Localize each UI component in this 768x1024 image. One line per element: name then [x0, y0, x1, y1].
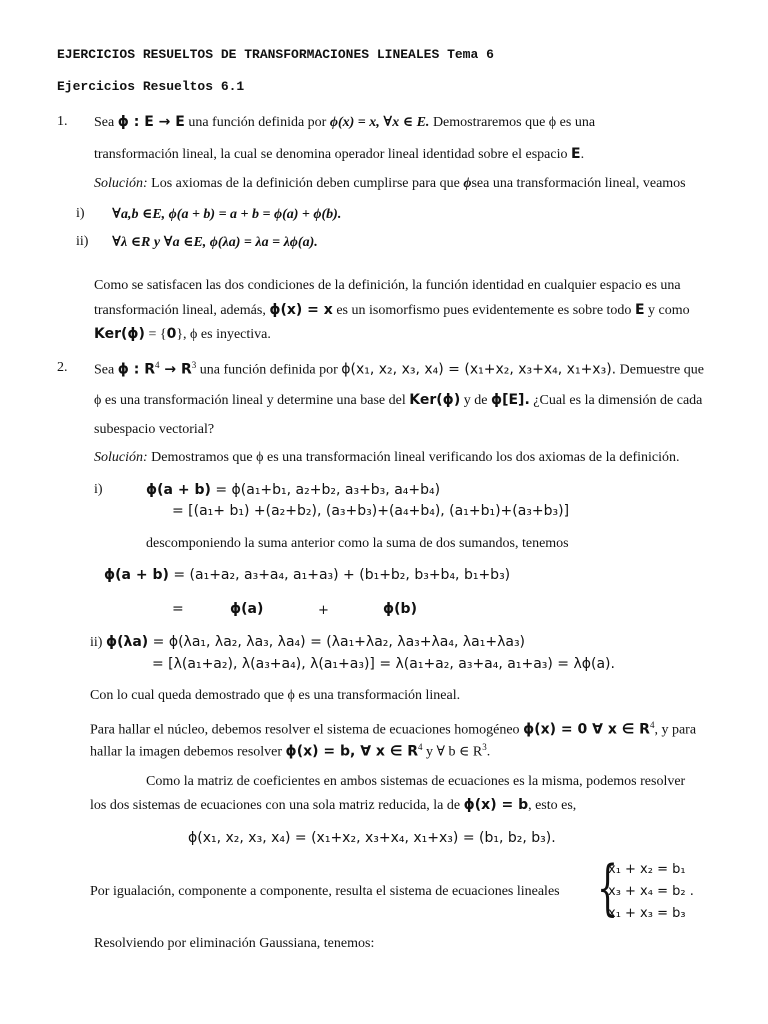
exercise-1-conclusion-line-1: Como se satisfacen las dos condiciones de la definición, la función identidad en cualquier espacio es una [94, 278, 681, 293]
exercise-1-line-2: transformación lineal, la cual se denomina operador lineal identidad sobre el espacio E. [94, 146, 585, 162]
exercise-2-conclusion: Con lo cual queda demostrado que ϕ es una transformación lineal. [90, 688, 461, 703]
exercise-1-conclusion-line-2: transformación lineal, además, ϕ(x) = x es un isomorfismo pues evidentemente es sobre todo E y como [94, 302, 690, 318]
system-intro-text: Por igualación, componente a componente, resulta el sistema de ecuaciones lineales [90, 884, 560, 899]
system-equation-3: x₁ + x₃ = b₃ [608, 906, 686, 921]
exercise-2-item-i-line-2: = [(a₁+ b₁) +(a₂+b₂), (a₃+b₃)+(a₄+b₄), (a₁+b₁)+(a₃+b₃)] [172, 503, 570, 519]
exercise-2-sum-equation: ϕ(a + b) = (a₁+a₂, a₃+a₄, a₁+a₃) + (b₁+b₂, b₃+b₄, b₁+b₃) [104, 567, 511, 583]
exercise-1-item-ii: ∀λ ∈R y ∀a ∈E, ϕ(λa) = λa = λϕ(a). [112, 235, 318, 250]
matrix-line-1: Como la matriz de coeficientes en ambos sistemas de ecuaciones es la misma, podemos resolver [146, 774, 686, 789]
exercise-2-decompose-text: descomponiendo la suma anterior como la suma de dos sumandos, tenemos [146, 536, 569, 551]
matrix-line-2: los dos sistemas de ecuaciones con una sola matriz reducida, la de ϕ(x) = b, esto es, [90, 797, 577, 813]
exercise-2-line-1: Sea ϕ : $R^4 \to R^3$ una función definida por ϕ(x₁, x₂, x₃, x₄) = (x₁+x₂, x₃+x₄, x₁+x₃). Demuestre que [94, 360, 704, 378]
exercise-2-line-2: ϕ es una transformación lineal y determine una base del Ker(ϕ) y de ϕ[E]. ¿Cual es la dimensión de cada [94, 392, 703, 408]
system-equation-2: x₃ + x₄ = b₂ . [608, 884, 694, 899]
gauss-text: Resolviendo por eliminación Gaussiana, tenemos: [94, 936, 375, 951]
exercise-2-item-i-line-1: ϕ(a + b) = ϕ(a₁+b₁, a₂+b₂, a₃+b₃, a₄+b₄) [146, 482, 441, 498]
phi-b-term: ϕ(b) [383, 601, 417, 617]
equals-sign: = [172, 601, 184, 617]
exercise-1-item-i-label: i) [76, 206, 85, 221]
system-equation-1: x₁ + x₂ = b₁ [608, 862, 686, 877]
exercise-2-line-3: subespacio vectorial? [94, 422, 215, 437]
phi-a-term: ϕ(a) [230, 601, 264, 617]
exercise-1-solution: Solución: Los axiomas de la definición deben cumplirse para que ϕsea una transformación lineal, veamos [94, 176, 686, 191]
exercise-1-item-i: ∀a,b ∈E, ϕ(a + b) = a + b = ϕ(a) + ϕ(b). [112, 207, 342, 222]
image-line-2: hallar la imagen debemos resolver ϕ(x) = b, ∀ x ∈ $R^4$ y ∀ b ∈ $R^3$. [90, 742, 491, 760]
document-title: EJERCICIOS RESUELTOS DE TRANSFORMACIONES LINEALES Tema 6 [57, 47, 494, 62]
exercise-2-item-ii-line-2: = [λ(a₁+a₂), λ(a₃+a₄), λ(a₁+a₃)] = λ(a₁+a₂, a₃+a₄, a₁+a₃) = λϕ(a). [152, 656, 615, 672]
exercise-1-line-1: Sea ϕ : E → E una función definida por ϕ(x) = x, ∀x ∈ E. Demostraremos que ϕ es una [94, 114, 596, 130]
exercise-1-item-ii-label: ii) [76, 234, 89, 249]
component-equation: ϕ(x₁, x₂, x₃, x₄) = (x₁+x₂, x₃+x₄, x₁+x₃) = (b₁, b₂, b₃). [188, 830, 556, 846]
exercise-1-number: 1. [57, 114, 68, 129]
exercise-2-number: 2. [57, 360, 68, 375]
exercise-2-solution: Solución: Demostramos que ϕ es una transformación lineal verificando los dos axiomas de la definición. [94, 450, 680, 465]
kernel-line-1: Para hallar el núcleo, debemos resolver el sistema de ecuaciones homogéneo ϕ(x) = 0 ∀ x ∈ $R^4$, y para [90, 720, 697, 738]
system-brace: { [597, 853, 619, 923]
exercise-1-conclusion-line-3: Ker(ϕ) = {0}, ϕ es inyectiva. [94, 326, 271, 342]
plus-sign: + [318, 603, 329, 618]
exercise-2-item-i-label: i) [94, 482, 103, 497]
exercise-2-item-ii-line-1: ii) ϕ(λa) = ϕ(λa₁, λa₂, λa₃, λa₄) = (λa₁+λa₂, λa₃+λa₄, λa₁+λa₃) [90, 634, 526, 650]
section-subtitle: Ejercicios Resueltos 6.1 [57, 79, 245, 94]
